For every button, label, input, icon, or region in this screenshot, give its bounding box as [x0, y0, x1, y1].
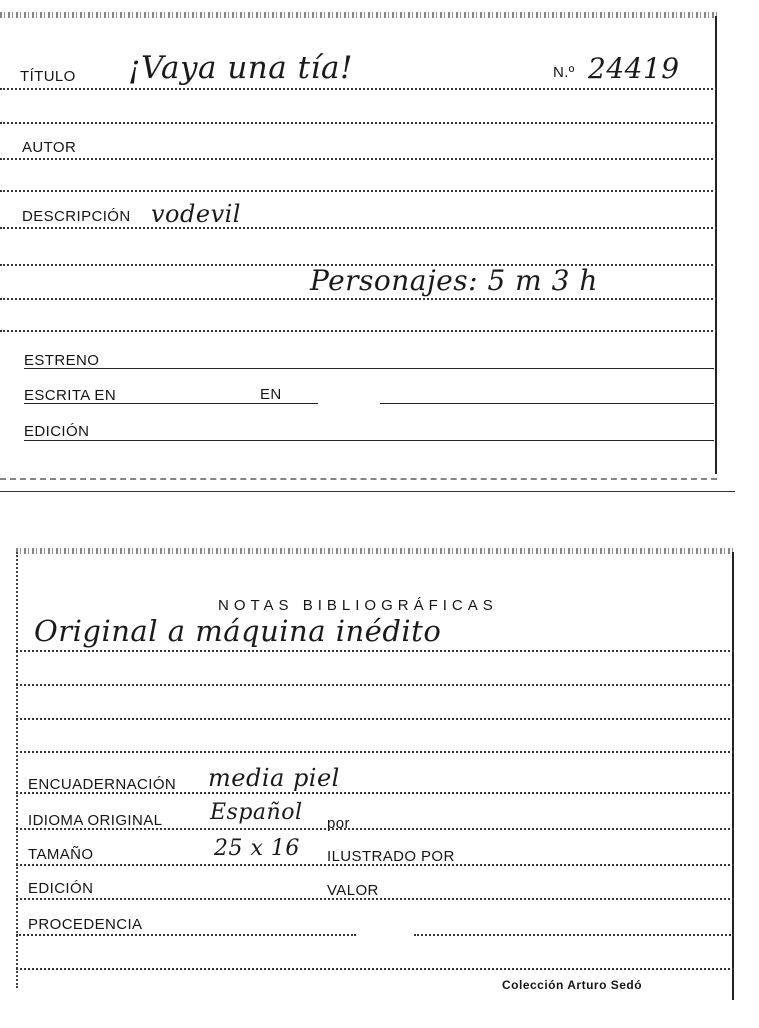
blank-line	[16, 718, 734, 720]
blank-line	[16, 751, 734, 753]
author-line	[0, 158, 717, 160]
card-separator	[0, 491, 735, 492]
premiere-line	[24, 368, 714, 369]
in-label: EN	[260, 386, 282, 403]
notes-value: Original a máquina inédito	[34, 614, 442, 648]
provenance-label: PROCEDENCIA	[28, 916, 143, 933]
size-line	[16, 864, 734, 866]
author-label: AUTOR	[22, 139, 77, 156]
in-line	[380, 403, 714, 404]
card-top-edge	[16, 548, 734, 554]
size-label: TAMAÑO	[28, 846, 94, 863]
blank-line	[0, 122, 717, 124]
card-bottom-edge	[0, 478, 717, 480]
value-label: VALOR	[327, 882, 379, 899]
language-value: Español	[210, 800, 303, 825]
blank-line	[16, 684, 734, 686]
catalog-card-front	[0, 12, 717, 482]
edition-label: EDICIÓN	[28, 880, 94, 897]
edition-line	[24, 440, 714, 441]
provenance-line-right	[414, 934, 734, 936]
blank-line	[0, 330, 717, 332]
edition-label: EDICIÓN	[24, 423, 90, 440]
written-label: ESCRITA EN	[24, 387, 117, 404]
characters-value: Personajes: 5 m 3 h	[310, 264, 598, 297]
title-label: TÍTULO	[20, 68, 76, 85]
language-line	[16, 828, 734, 830]
description-label: DESCRIPCIÓN	[22, 208, 131, 225]
provenance-line	[16, 934, 356, 936]
title-line	[0, 88, 717, 90]
illustrated-label: ILUSTRADO POR	[327, 848, 455, 865]
written-line	[24, 403, 318, 404]
card-left-edge	[16, 552, 18, 988]
premiere-label: ESTRENO	[24, 352, 100, 369]
notes-heading: NOTAS BIBLIOGRÁFICAS	[218, 597, 498, 614]
binding-label: ENCUADERNACIÓN	[28, 776, 177, 793]
by-label: por	[327, 815, 350, 832]
description-value: vodevil	[151, 200, 241, 228]
binding-value: media piel	[208, 764, 340, 792]
edition-line	[16, 898, 734, 900]
number-label: N.º	[553, 64, 575, 81]
title-value: ¡Vaya una tía!	[128, 50, 353, 86]
size-value: 25 x 16	[214, 836, 300, 861]
blank-line	[0, 190, 717, 192]
language-label: IDIOMA ORIGINAL	[28, 812, 163, 829]
binding-line	[16, 792, 734, 794]
collection-credit: Colección Arturo Sedó	[502, 978, 643, 992]
number-value: 24419	[588, 52, 680, 85]
card-top-edge	[0, 12, 717, 18]
description-line	[0, 227, 717, 229]
notes-line	[16, 650, 734, 652]
card-right-edge	[715, 16, 717, 474]
catalog-card-back	[16, 548, 734, 1008]
blank-line	[16, 968, 734, 970]
card-right-edge	[732, 552, 734, 1000]
characters-line	[0, 298, 717, 300]
